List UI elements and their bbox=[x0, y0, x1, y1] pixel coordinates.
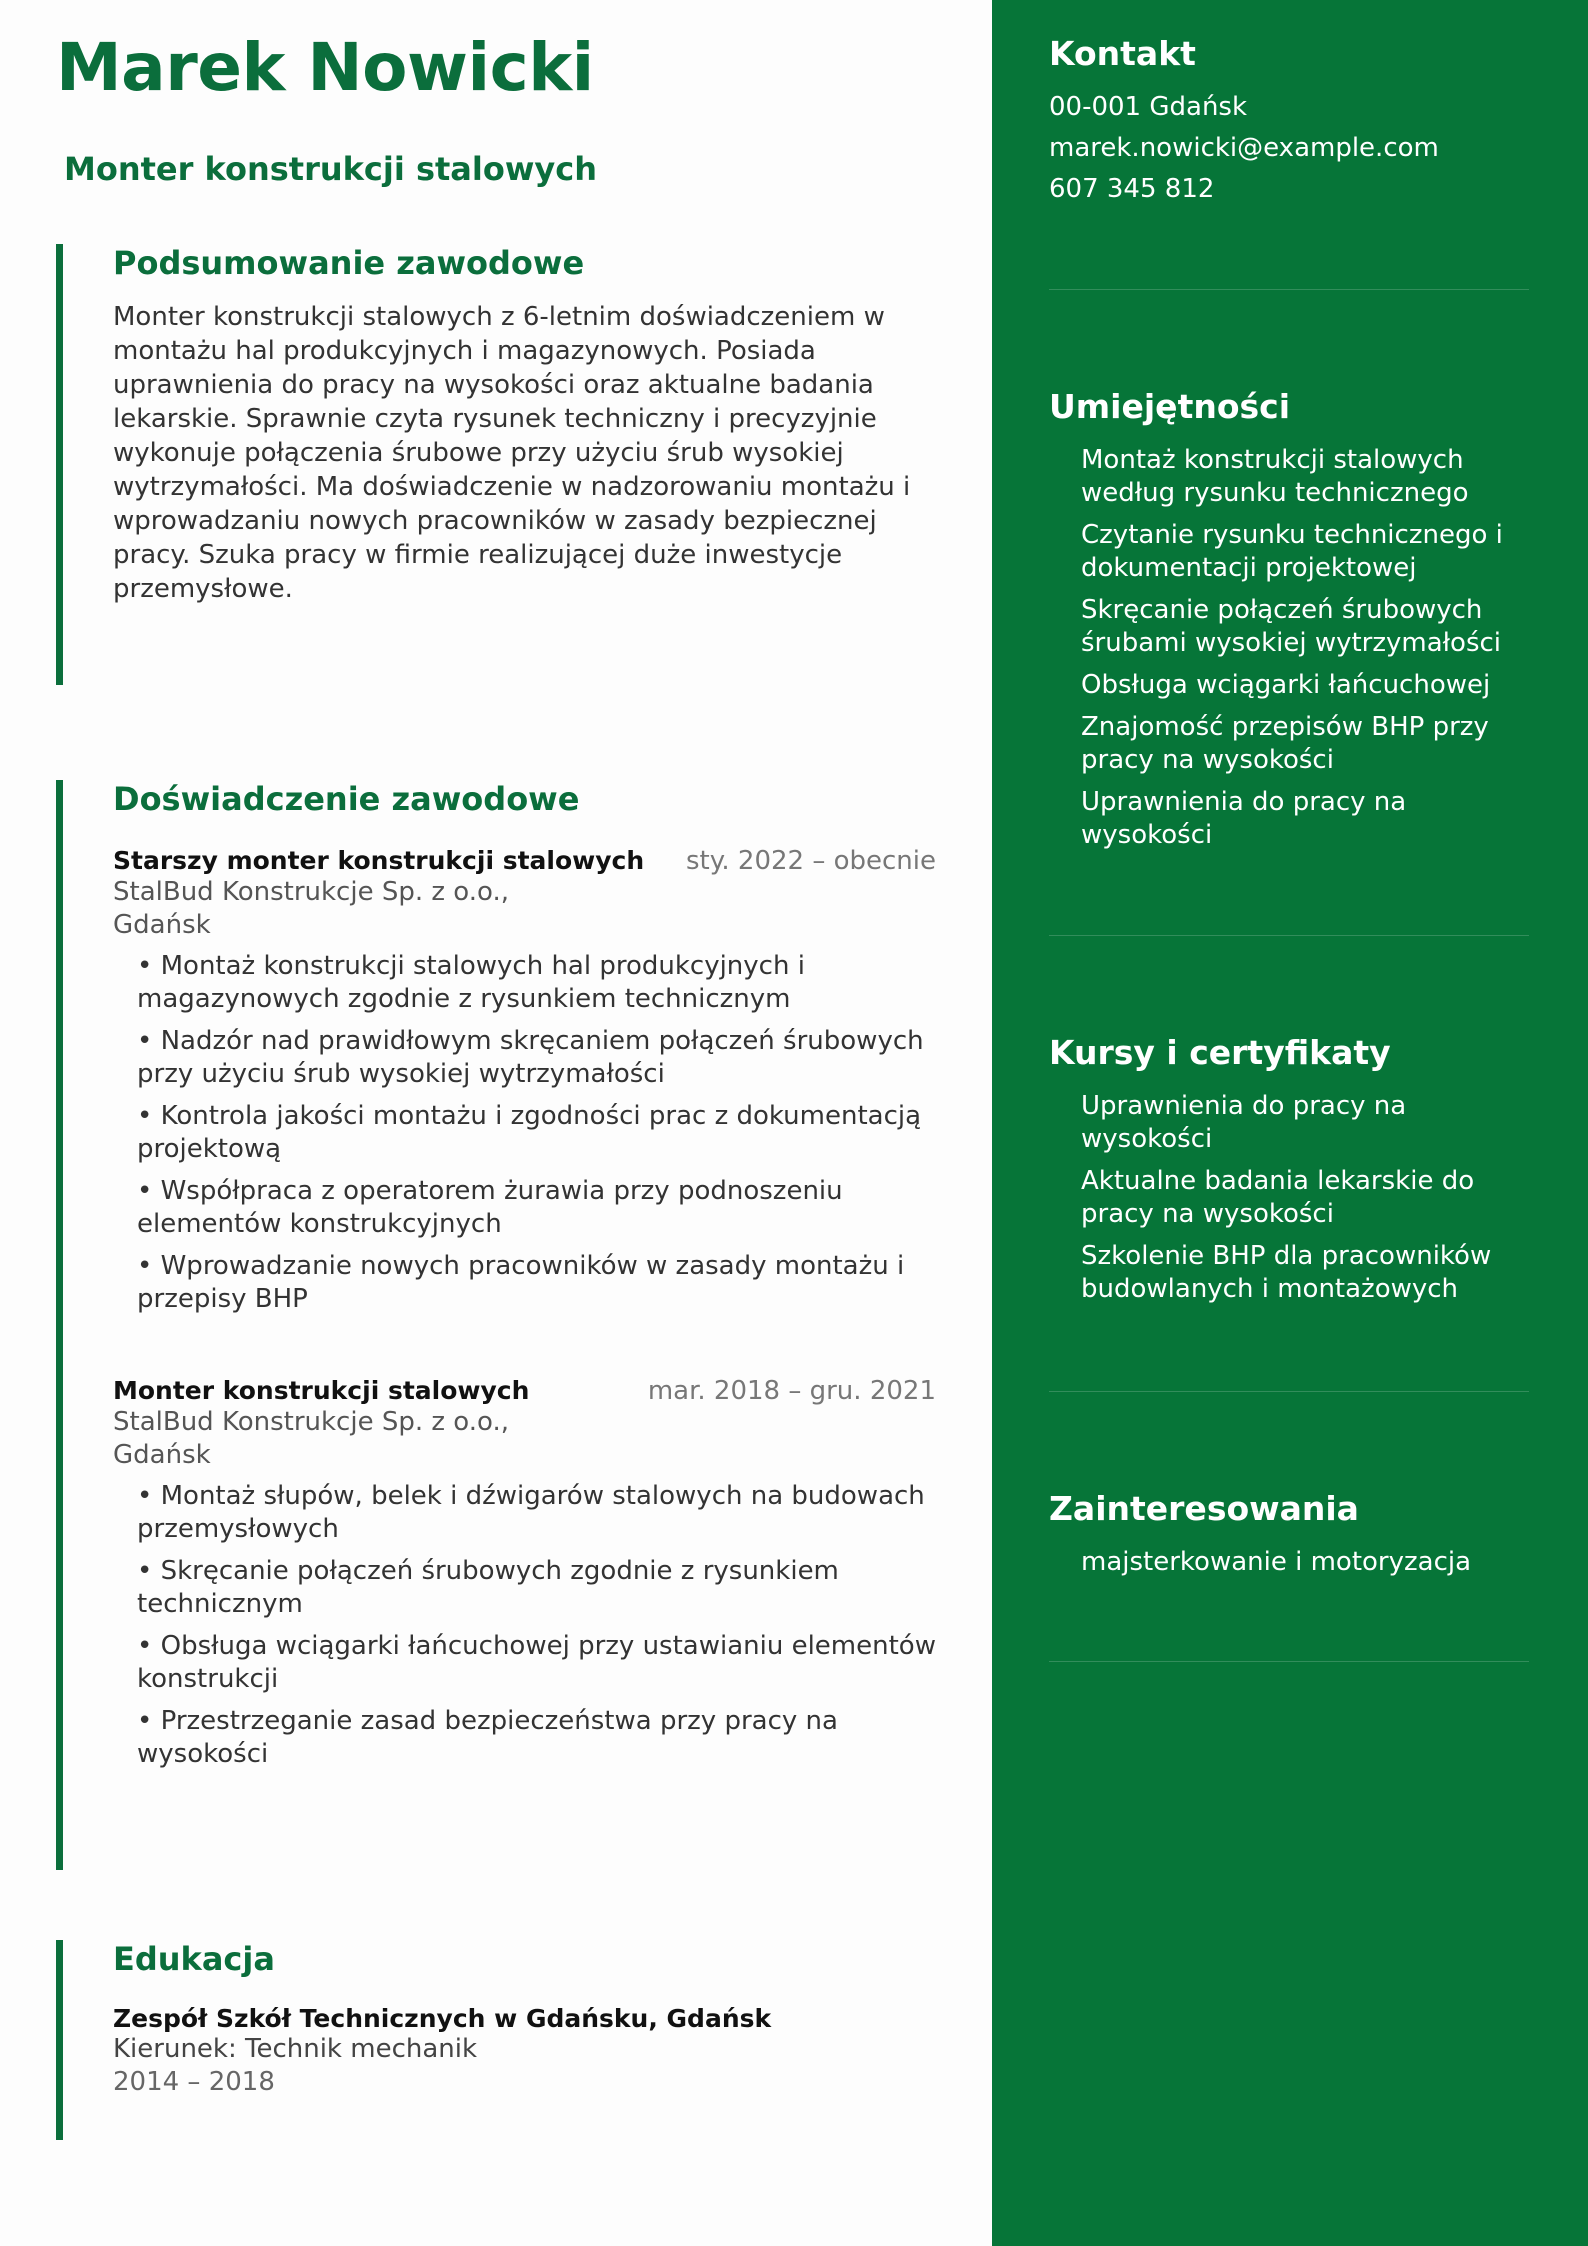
job-company: StalBud Konstrukcje Sp. z o.o., Gdańsk bbox=[113, 877, 509, 941]
job-bullet: • Obsługa wciągarki łańcuchowej przy ustawianiu elementów konstrukcji bbox=[137, 1631, 936, 1695]
interests-list bbox=[1049, 1546, 1529, 1579]
job-bullet: • Montaż konstrukcji stalowych hal produkcyjnych i magazynowych zgodnie z rysunkiem technicznym bbox=[137, 951, 805, 1015]
job-title: Starszy monter konstrukcji stalowych bbox=[113, 846, 645, 876]
job-entry bbox=[113, 846, 936, 1316]
job-dates: sty. 2022 – obecnie bbox=[685, 846, 936, 877]
contact-email[interactable]: marek.nowicki@example.com bbox=[1049, 133, 1439, 163]
summary-heading: Podsumowanie zawodowe bbox=[113, 244, 585, 282]
education-school: Zespół Szkół Technicznych w Gdańsku, Gdańsk bbox=[113, 2004, 772, 2034]
job-bullet: • Nadzór nad prawidłowym skręcaniem połączeń śrubowych przy użyciu śrub wysokiej wytrzymałości bbox=[137, 1026, 924, 1090]
job-company: StalBud Konstrukcje Sp. z o.o., Gdańsk bbox=[113, 1407, 509, 1471]
job-bullet: • Wprowadzanie nowych pracowników w zasady montażu i przepisy BHP bbox=[137, 1251, 905, 1315]
experience-heading: Doświadczenie zawodowe bbox=[113, 780, 580, 818]
job-bullet: • Przestrzeganie zasad bezpieczeństwa przy pracy na wysokości bbox=[137, 1706, 838, 1770]
job-bullet: • Współpraca z operatorem żurawia przy podnoszeniu elementów konstrukcyjnych bbox=[137, 1176, 843, 1240]
job-bullets bbox=[113, 950, 936, 1316]
skills-list bbox=[1049, 444, 1529, 852]
courses-heading: Kursy i certyfikaty bbox=[1049, 1033, 1391, 1072]
education-section bbox=[56, 1940, 936, 2140]
course-item: Szkolenie BHP dla pracowników budowlanych i montażowych bbox=[1081, 1241, 1492, 1304]
summary-text: Monter konstrukcji stalowych z 6-letnim doświadczeniem w montażu hal produkcyjnych i magazynowych. Posiada uprawnienia do pracy na wysokości oraz aktualne badania lekarskie. Sprawnie czyta rysunek techniczny i precyzyjnie wykonuje połączenia śrubowe przy użyciu śrub wysokiej wytrzymałości. Ma doświadczenie w nadzorowaniu montażu i wprowadzaniu nowych pracowników w zasady bezpiecznej pracy. Szuka pracy w firmie realizującej duże inwestycje przemysłowe. bbox=[113, 302, 911, 605]
job-entry bbox=[113, 1376, 936, 1771]
courses-list bbox=[1049, 1090, 1529, 1306]
skill-item: Obsługa wciągarki łańcuchowej bbox=[1081, 670, 1491, 700]
divider bbox=[1049, 1391, 1529, 1392]
interests-section bbox=[1049, 1489, 1529, 1588]
skill-item: Skręcanie połączeń śrubowych śrubami wysokiej wytrzymałości bbox=[1081, 595, 1502, 658]
skills-heading: Umiejętności bbox=[1049, 387, 1291, 426]
job-bullet: • Kontrola jakości montażu i zgodności prac z dokumentacją projektową bbox=[137, 1101, 922, 1165]
education-field: Kierunek: Technik mechanik bbox=[113, 2034, 478, 2065]
skill-item: Znajomość przepisów BHP przy pracy na wysokości bbox=[1081, 712, 1489, 775]
education-heading: Edukacja bbox=[113, 1940, 275, 1978]
job-bullets bbox=[113, 1480, 936, 1771]
job-bullet: • Montaż słupów, belek i dźwigarów stalowych na budowach przemysłowych bbox=[137, 1481, 925, 1545]
education-years: 2014 – 2018 bbox=[113, 2067, 275, 2098]
course-item: Uprawnienia do pracy na wysokości bbox=[1081, 1091, 1407, 1154]
skill-item: Montaż konstrukcji stalowych według rysunku technicznego bbox=[1081, 445, 1469, 508]
divider bbox=[1049, 935, 1529, 936]
contact-heading: Kontakt bbox=[1049, 34, 1196, 73]
courses-section bbox=[1049, 1033, 1529, 1315]
skill-item: Uprawnienia do pracy na wysokości bbox=[1081, 787, 1407, 850]
candidate-title: Monter konstrukcji stalowych bbox=[64, 150, 598, 188]
sidebar bbox=[992, 0, 1588, 2246]
skill-item: Czytanie rysunku technicznego i dokumentacji projektowej bbox=[1081, 520, 1503, 583]
candidate-name: Marek Nowicki bbox=[56, 29, 594, 106]
interests-heading: Zainteresowania bbox=[1049, 1489, 1359, 1528]
experience-section bbox=[56, 780, 936, 1870]
skills-section bbox=[1049, 387, 1529, 861]
job-dates: mar. 2018 – gru. 2021 bbox=[647, 1376, 936, 1407]
contact-address: 00-001 Gdańsk bbox=[1049, 92, 1248, 122]
course-item: Aktualne badania lekarskie do pracy na wysokości bbox=[1081, 1166, 1475, 1229]
interest-item: majsterkowanie i motoryzacja bbox=[1081, 1547, 1472, 1577]
divider bbox=[1049, 289, 1529, 290]
job-title: Monter konstrukcji stalowych bbox=[113, 1376, 530, 1406]
contact-phone[interactable]: 607 345 812 bbox=[1049, 174, 1215, 204]
job-bullet: • Skręcanie połączeń śrubowych zgodnie z rysunkiem technicznym bbox=[137, 1556, 839, 1620]
contact-section bbox=[1049, 34, 1529, 210]
summary-section bbox=[56, 244, 936, 685]
divider bbox=[1049, 1661, 1529, 1662]
